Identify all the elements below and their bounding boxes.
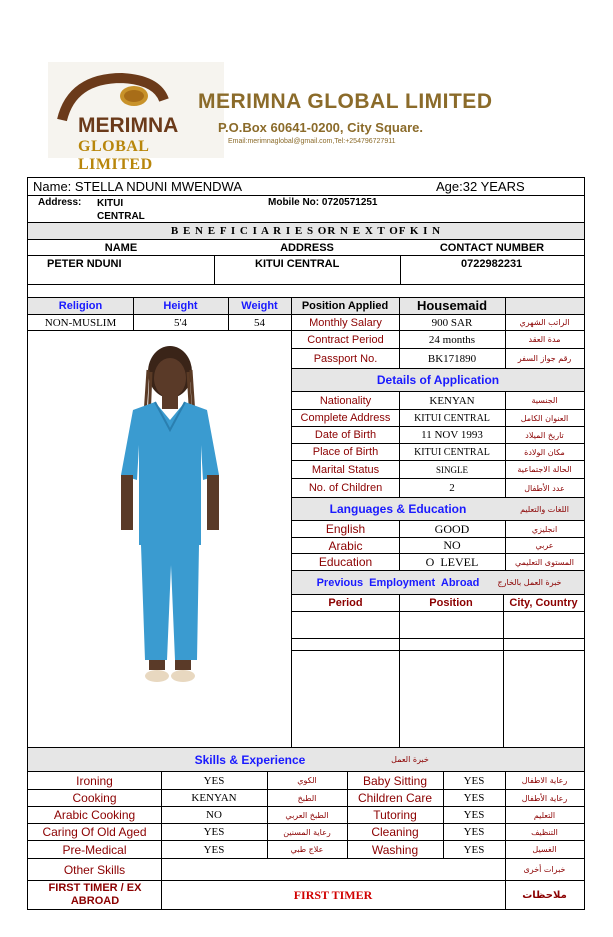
application-arabic: عدد الأطفال (524, 483, 565, 493)
skill-arabic: رعاية الاطفال (521, 776, 568, 785)
first-timer-value: FIRST TIMER (293, 887, 373, 902)
application-arabic: تاريخ الميلاد (525, 430, 564, 440)
address-label: Address: (38, 197, 82, 208)
employment-city-header: City, Country (509, 597, 578, 609)
kin-name-header: NAME (104, 241, 138, 254)
skill-arabic: رعاية الأطفال (521, 793, 568, 803)
languages-heading: Languages & Education (329, 502, 467, 516)
contract-label: Passport No. (313, 352, 378, 365)
skill-value: YES (203, 843, 225, 856)
employment-position-header: Position (429, 597, 473, 609)
skill-value: NO (206, 809, 222, 821)
application-arabic: الحالة الاجتماعية (517, 465, 572, 474)
other-skills-label: Other Skills (63, 862, 126, 877)
skill-label: Cleaning (371, 825, 419, 839)
first-timer-label: FIRST TIMER / EX ABROAD (48, 882, 142, 907)
application-label: Nationality (319, 394, 372, 407)
language-value: NO (443, 538, 461, 552)
kin-address: KITUI CENTRAL (255, 258, 340, 270)
other-skills-arabic: خبرات أخرى (523, 865, 566, 874)
skill-arabic: الكوي (297, 776, 317, 785)
skill-arabic: الغسيل (532, 845, 557, 854)
kin-address-header: ADDRESS (280, 241, 334, 254)
skill-value: YES (463, 774, 485, 787)
skill-label: Caring Of Old Aged (42, 825, 147, 839)
company-po-box: P.O.Box 60641-0200, City Square. (218, 120, 423, 135)
language-value: O LEVEL (425, 554, 479, 569)
employment-heading: Previous Employment Abroad (316, 576, 480, 589)
application-arabic: الجنسية (531, 396, 558, 405)
skill-arabic: الطبخ العربي (285, 810, 329, 820)
kin-heading: B E N E F I C I A R I E S OR N E X T OF K I N (170, 225, 442, 237)
candidate-name: Name: STELLA NDUNI MWENDWA (33, 179, 242, 194)
language-label: Education (318, 555, 373, 569)
contract-value: 24 months (428, 333, 476, 346)
contract-label: Contract Period (307, 333, 384, 346)
contract-arabic: رقم جواز السفر (517, 354, 572, 363)
contract-arabic: الراتب الشهري (519, 318, 570, 327)
contract-value: 900 SAR (431, 316, 473, 329)
application-label: Marital Status (311, 463, 380, 476)
skill-label: Baby Sitting (362, 773, 428, 788)
company-contact: Email:merimnaglobal@gmail.com,Tel:+254796727911 (228, 138, 396, 145)
contract-arabic: مدة العقد (528, 335, 561, 344)
application-value: SINGLE (436, 464, 468, 475)
application-label: Place of Birth (312, 446, 379, 458)
skill-value: YES (463, 792, 485, 804)
kin-name: PETER NDUNI (47, 258, 122, 270)
company-header (48, 62, 538, 173)
skill-label: Pre-Medical (62, 842, 127, 857)
religion-label: Religion (58, 300, 103, 312)
application-heading: Details of Application (376, 373, 500, 387)
application-value: KENYAN (429, 394, 475, 407)
application-value: 11 NOV 1993 (421, 429, 483, 441)
contract-label: Monthly Salary (309, 316, 382, 329)
skill-label: Washing (371, 842, 419, 857)
employment-arabic-heading: خبرة العمل بالخارج (497, 578, 562, 587)
language-arabic: عربي (535, 541, 554, 550)
contract-value: BK171890 (427, 352, 477, 365)
skill-arabic: التعليم (533, 810, 556, 820)
weight-value: 54 (254, 316, 265, 329)
language-label: Arabic (328, 538, 363, 553)
skill-value: YES (203, 826, 225, 838)
skill-arabic: الطبخ (297, 793, 317, 803)
candidate-photo (115, 340, 225, 700)
religion-value: NON-MUSLIM (44, 316, 117, 329)
language-arabic: المستوى التعليمي (514, 557, 575, 567)
address-value: KITUI CENTRAL (97, 198, 145, 222)
application-value: KITUI CENTRAL (414, 412, 490, 424)
application-arabic: مكان الولادة (524, 447, 565, 457)
position-value: Housemaid (416, 297, 488, 313)
language-value: GOOD (434, 521, 470, 536)
weight-label: Weight (241, 300, 278, 312)
application-value: 2 (449, 482, 455, 494)
language-label: English (325, 522, 366, 536)
language-arabic: انجليزي (531, 524, 558, 534)
skill-value: YES (463, 843, 485, 856)
application-value: KITUI CENTRAL (414, 446, 490, 458)
skill-value: YES (463, 826, 485, 838)
application-label: No. of Children (308, 482, 383, 494)
skill-arabic: رعاية المسنين (283, 827, 331, 837)
position-label: Position Applied (301, 300, 389, 312)
height-value: 5'4 (174, 316, 187, 329)
height-label: Height (163, 300, 198, 312)
mobile-number: Mobile No: 0720571251 (268, 197, 378, 208)
skill-value: KENYAN (191, 792, 237, 804)
kin-contact: 0722982231 (461, 258, 523, 270)
logo-word: MERIMNA (78, 114, 179, 137)
languages-arabic-heading: اللغات والتعليم (520, 504, 569, 514)
skill-label: Ironing (76, 773, 113, 788)
application-label: Date of Birth (314, 429, 377, 441)
skill-value: YES (203, 774, 225, 787)
candidate-age: Age:32 YEARS (436, 179, 525, 194)
employment-period-header: Period (328, 597, 363, 609)
skills-arabic-heading: خبرة العمل (391, 755, 429, 764)
skill-value: YES (463, 809, 485, 821)
skill-label: Arabic Cooking (53, 808, 136, 822)
application-arabic: العنوان الكامل (520, 413, 569, 423)
kin-contact-header: CONTACT NUMBER (439, 241, 545, 254)
skill-label: Tutoring (373, 808, 417, 822)
skills-heading: Skills & Experience (194, 752, 306, 767)
skill-arabic: علاج طبي (290, 845, 324, 854)
remarks-arabic: ملاحظات (522, 889, 567, 901)
skill-arabic: التنظيف (531, 827, 558, 837)
logo-subtitle: GLOBAL LIMITED (78, 138, 153, 173)
company-name: MERIMNA GLOBAL LIMITED (198, 90, 493, 113)
application-label: Complete Address (300, 412, 391, 424)
skill-label: Cooking (72, 791, 117, 805)
skill-label: Children Care (357, 791, 433, 805)
